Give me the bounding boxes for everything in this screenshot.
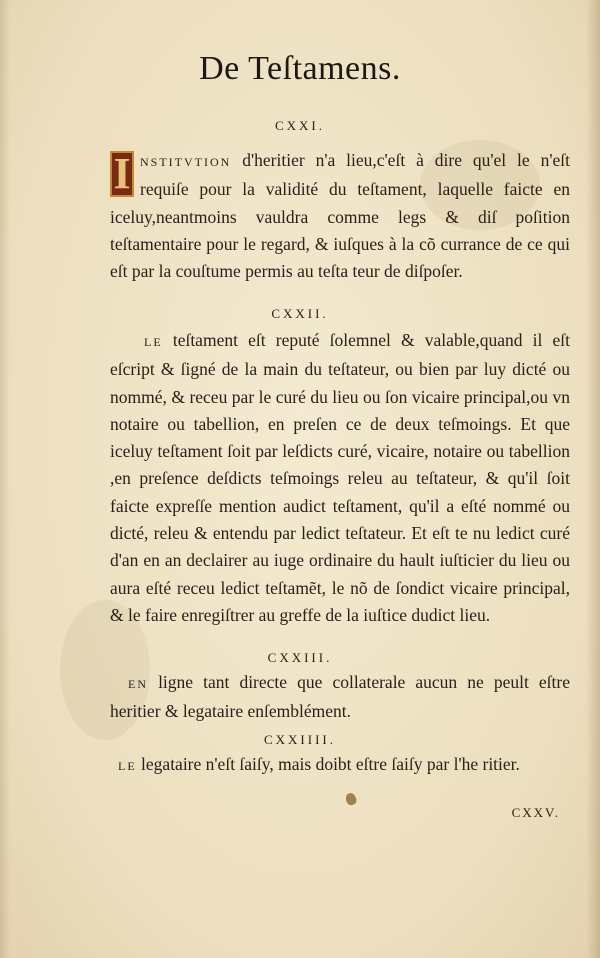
paragraph-opening-smallcaps: NSTITVTION	[140, 155, 232, 169]
section-paragraph	[110, 147, 570, 285]
paragraph-opening-smallcaps: LE	[118, 759, 137, 773]
paragraph-opening-smallcaps: LE	[144, 335, 163, 349]
paragraph-text: legataire n'eſt ſaiſy, mais doibt eſtre ſaiſy par l'he ritier.	[136, 754, 520, 774]
page-left-edge-shadow	[0, 0, 10, 958]
ink-blot	[344, 792, 358, 807]
section-numeral: CXXIII.	[267, 650, 333, 665]
page-right-edge-shadow	[586, 0, 600, 958]
paragraph-text: d'heritier n'a lieu,c'eſt à dire qu'el le n'eſt requiſe pour la validité du teſtament, laquelle faicte en iceluy,neantmoins vauldra comme legs & diſ poſition teſtamentaire pour le regard, & iuſques à la cõ currance de ce qui eſt par la couſtume permis au teſta teur de diſpoſer.	[110, 150, 570, 282]
section-numeral: CXXI.	[274, 118, 326, 133]
page-title: De Teſtamens.	[199, 50, 401, 87]
paragraph-text: ligne tant directe que collaterale aucun ne peult eſtre heritier & legataire enſemblément.	[110, 672, 570, 722]
section-paragraph	[110, 751, 570, 780]
section-paragraph	[110, 327, 570, 629]
section-numeral: CXXII.	[271, 306, 329, 321]
section-numeral: CXXIIII.	[263, 732, 336, 747]
section-paragraph	[110, 669, 570, 726]
catchword: CXXV.	[511, 805, 560, 820]
paragraph-opening-smallcaps: EN	[128, 677, 148, 691]
decorated-initial: I	[110, 151, 134, 197]
paragraph-text: teſtament eſt reputé ſolemnel & valable,quand il eſt eſcript & ſigné de la main du teſtateur, ou bien par luy dicté ou nommé, & receu par le curé du lieu ou ſon vicaire principal,ou vn notaire ou tabellion, en preſen ce de deux teſmoings. Et que iceluy teſtament ſoit par leſdicts curé, vicaire, notaire ou tabellion ,en preſence deſdicts teſmoings releu au teſtateur, & qu'il ſoit faicte expreſſe mention audict teſtament, qu'il a eſté nommé ou dicté, releu & entendu par ledict teſtateur. Et eſt te nu ledict curé d'an en an declairer au iuge ordinaire du hault iuſticier du lieu ou aura eſté receu ledict teſtamẽt, le nõ de ſondict vicaire principal, & le faire enregiſtrer au greffe de la iuſtice dudict lieu.	[110, 330, 570, 625]
